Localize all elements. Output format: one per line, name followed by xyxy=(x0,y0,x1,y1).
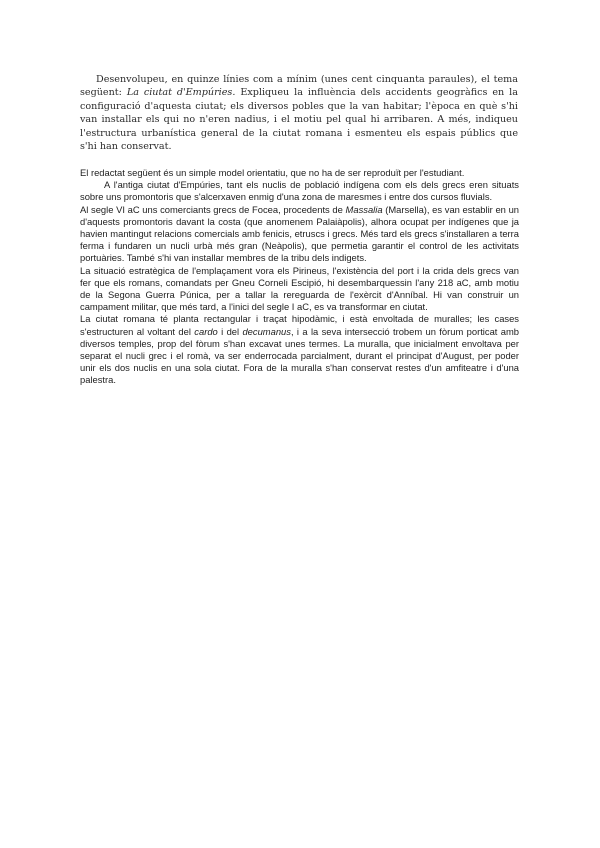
question-topic: La ciutat d'Empúries. xyxy=(126,87,236,99)
decumanus-term: decumanus xyxy=(242,325,291,337)
answer-intro: El redactat següent és un simple model orientatiu, que no ha de ser reproduït per l'estudiant. xyxy=(80,167,465,178)
answer-paragraph-2 xyxy=(80,204,519,265)
answer-paragraph-4-part-a: La ciutat romana té planta rectangular i traçat hipodàmic, i està envoltada de muralles; les cases s'estructuren al voltant del xyxy=(80,313,519,337)
answer-paragraph-4 xyxy=(80,313,519,386)
answer-paragraph-4-part-b: , i a la seva intersecció trobem un fòrum porticat amb diversos temples, prop del fòrum s'han excavat unes termes. La muralla, que inicialment envoltava per separat el nucli grec i el romà, va ser enderrocada parcialment, durant el principat d'August, per poder unir els dos nuclis en una sola ciutat. Fora de la muralla s'han conservat restes d'un amfiteatre i d'una palestra. xyxy=(80,325,519,386)
exam-question xyxy=(80,73,518,153)
question-lead: Desenvolupeu, en quinze línies com a mínim (unes cent cinquanta paraules), el tema següent: xyxy=(80,74,518,99)
answer-paragraph-2-part-b: (Marsella), es van establir en un d'aquests promontoris davant la costa (que anomenem Palaiàpolis), alhora ocupat per indígenes que ja havien mantingut relacions comercials amb fenicis, etruscs i grecs. Més tard els grecs s'installaren a terra ferma i fundaren un nucli urbà més gran (Neàpolis), que permetia garantir el control de les activitats portuàries. També s'hi van installar membres de la tribu dels indigets. xyxy=(80,203,519,264)
model-answer xyxy=(80,167,519,387)
answer-paragraph-1: A l'antiga ciutat d'Empúries, tant els nuclis de població indígena com els dels grecs eren situats sobre uns promontoris que s'alcerxaven enmig d'una zona de maresmes i entre dos cursos fluvials. xyxy=(80,179,519,203)
cardo-term: cardo xyxy=(194,325,218,337)
answer-paragraph-4-mid: i del xyxy=(221,325,240,337)
question-instructions: Expliqueu la influència dels accidents geogràfics en la configuració d'aquesta ciutat; els diversos pobles que la van habitar; l'època en què s'hi van installar els qui no n'eren nadius, i el motiu pel qual hi arribaren. A més, indiqueu l'estructura urbanística general de la ciutat romana i esmenteu els espais públics que s'hi han conservat. xyxy=(80,87,518,153)
answer-paragraph-2-part-a: Al segle VI aC uns comerciants grecs de Focea, procedents de xyxy=(80,203,343,215)
answer-paragraph-3: La situació estratègica de l'emplaçament vora els Pirineus, l'existència del port i la crida dels grecs van fer que els romans, comandats per Gneu Corneli Escipió, hi desembarquessin l'any 218 aC, amb motiu de la Segona Guerra Púnica, per a tallar la rereguarda de l'exèrcit d'Anníbal. Hi van construir un campament militar, que més tard, a l'inici del segle I aC, es va transformar en ciutat. xyxy=(80,264,519,313)
massalia-term: Massalia xyxy=(345,203,383,215)
